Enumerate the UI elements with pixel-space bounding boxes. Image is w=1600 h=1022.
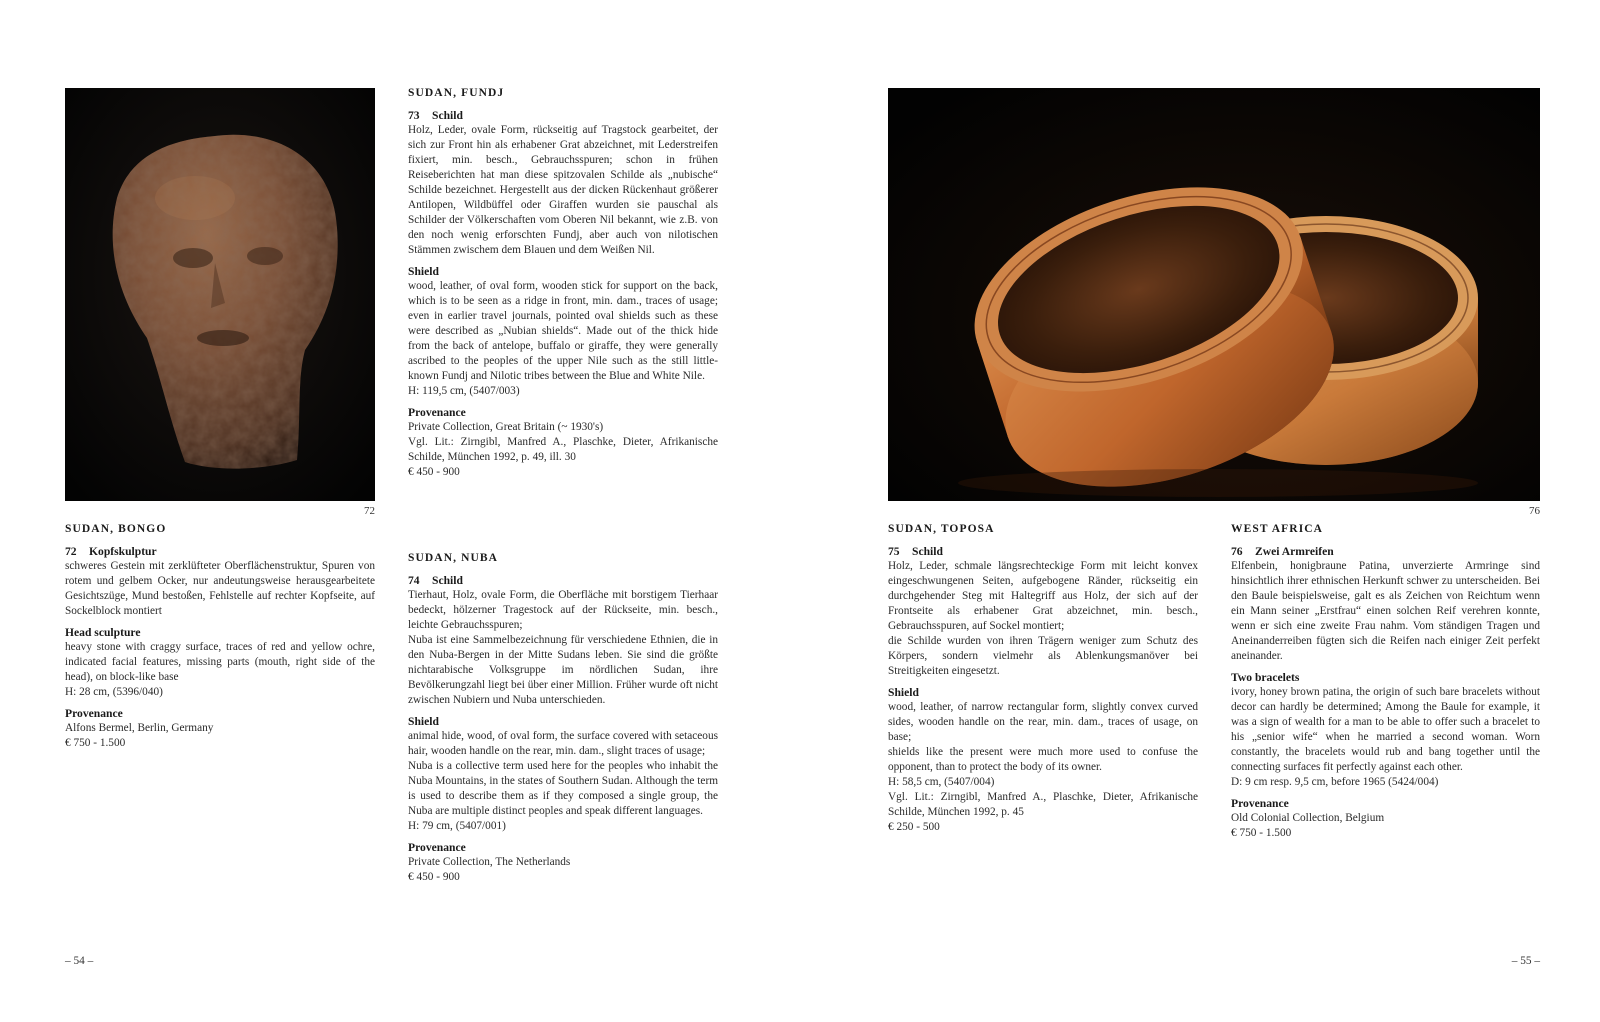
provenance: Alfons Bermel, Berlin, Germany [65,722,214,734]
provenance: Old Colonial Collection, Belgium [1231,812,1385,824]
provenance-label: Provenance [408,841,466,854]
description-de: Elfenbein, honigbraune Patina, unverzierte Armringe sind hinsichtlich ihrer ethnischen Herkunft schwer zu unterscheiden. Bei den Baule beispielsweise, galt es als Zeichen von Reichtum wenn ein Mann seiner „Erstfrau“ einen solchen Reif verehren konnte, wenn er sich eine zweite Frau nahm. Vom ständigen Tragen und Aneinanderreiben fügten sich die Reifen nach einiger Zeit perfekt aneinander. [1231,560,1540,662]
lot-title-de [408,108,718,123]
lot-title-text: Schild [432,109,463,122]
lot-title-de [408,573,718,588]
description-de-2: Nuba ist eine Sammelbezeichnung für verschiedene Ethnien, die in den Nuba-Bergen in der Mitte Sudans leben. Sie sind die größte nichtarabische Volksgruppe im nördlichen Sudan, ihre Bevölkerungzahl liegt bei über einer Million. Früher wurde oft nicht zwischen Nubiern und Nuba unterschieden. [408,634,718,706]
literature: Vgl. Lit.: Zirngibl, Manfred A., Plaschke, Dieter, Afrikanische Schilde, München 1992, p. 49, ill. 30 [408,436,718,463]
bracelets-image [888,88,1540,501]
literature: Vgl. Lit.: Zirngibl, Manfred A., Plaschke, Dieter, Afrikanische Schilde, München 1992, p. 45 [888,791,1198,818]
lot-title-de [1231,544,1540,559]
section-heading: SUDAN, FUNDJ [408,87,505,99]
description-en: wood, leather, of oval form, wooden stick for support on the back, which is to be seen as a ridge in front, min. dam., traces of usage; even in earlier travel journals, pointed oval shields such as these were described as „Nubian shields“. Made out of the thick hide from the back of antelope, buffalo or giraffe, they were generally ascribed to the peoples of the upper Nile such as the still little-known Fundj and Nilotic tribes between the Blue and White Nile. [408,280,718,382]
lot-number: 76 [1231,545,1243,558]
page-number-right: – 55 – [1511,955,1540,967]
bracelets-photo [888,88,1540,501]
lot-76-entry [1231,522,1540,841]
lot-number: 74 [408,574,420,587]
description-de-1: Tierhaut, Holz, ovale Form, die Oberfläche mit borstigem Tierhaar bedeckt, hölzerner Tragestock auf der Rückseite, min. besch., leichte Gebrauchsspuren; [408,589,718,631]
description-en-1: wood, leather, of narrow rectangular form, slightly convex curved sides, wooden handle on the rear, min. dam., traces of usage, on base; [888,701,1198,743]
price-estimate: € 750 - 1.500 [65,737,126,749]
description-de-1: Holz, Leder, schmale längsrechteckige Form mit leicht konvex eingeschwungenen Seiten, aufgebogene Ränder, rückseitig ein durchgehender Steg mit Haltegriff aus Holz, der sich auf der Frontseite als erhabener Grat abzeichnet, min. besch., Gebrauchsspuren, auf Sockel montiert; [888,560,1198,632]
provenance-label: Provenance [65,707,123,720]
description-de: Holz, Leder, ovale Form, rückseitig auf Tragstock gearbeitet, der sich zur Front hin als erhabener Grat abzeichnet, mit Lederstreifen fixiert, min. besch., Gebrauchsspuren; schon in frühen Reiseberichten hat man diese spitzovalen Schilde als „nubische“ Schilde bezeichnet. Hergestellt aus der dicken Rückenhaut größerer Antilopen, Wildbüffel oder Giraffen wurden sie pauschal als Schilder der Völkerschaften vom Oberen Nil bekannt, wie z.B. von den noch wenig erforschten Fundj, aber auch von nilotischen Stämmen zwischem dem Blauen und dem Weißen Nil. [408,124,718,256]
lot-title-en: Shield [408,715,439,728]
figure-number-72: 72 [364,505,375,517]
lot-title-text: Zwei Armreifen [1255,545,1334,558]
section-heading: SUDAN, BONGO [65,523,167,535]
head-sculpture-image [65,88,375,501]
description-en-2: Nuba is a collective term used here for the peoples who inhabit the Nuba Mountains, in the states of Southern Sudan. Although the term is used to describe them as if they composed a single group, the Nuba are multiple distinct peoples and speak different languages. [408,760,718,817]
section-heading: WEST AFRICA [1231,523,1324,535]
lot-number: 72 [65,545,77,558]
price-estimate: € 450 - 900 [408,466,460,478]
head-sculpture-photo [65,88,375,501]
provenance-label: Provenance [1231,797,1289,810]
section-heading: SUDAN, NUBA [408,552,499,564]
lot-75-entry [888,522,1198,835]
price-estimate: € 450 - 900 [408,871,460,883]
lot-title-en: Shield [408,265,439,278]
description-de-2: die Schilde wurden von ihren Trägern weniger zum Schutz des Körpers, sondern vielmehr als Ablenkungsmanöver bei Streitigkeiten eingesetzt. [888,635,1198,677]
lot-74-entry [408,551,718,885]
figure-number-76: 76 [1529,505,1540,517]
provenance-label: Provenance [408,406,466,419]
dimensions: H: 119,5 cm, (5407/003) [408,385,520,397]
lot-title-en: Head sculpture [65,626,141,639]
price-estimate: € 250 - 500 [888,821,940,833]
lot-72-entry [65,522,375,751]
lot-title-text: Schild [912,545,943,558]
lot-title-text: Kopfskulptur [89,545,157,558]
dimensions: D: 9 cm resp. 9,5 cm, before 1965 (5424/004) [1231,776,1439,788]
lot-73-entry [408,86,718,480]
description-en: ivory, honey brown patina, the origin of such bare bracelets without decor can hardly be determined; Among the Baule for example, it was a sign of wealth for a man to be able to offer such a bracelet to his „senior wife“ when he married a second woman. Worn constantly, the bracelets would rub and bang together until the connecting surfaces fit perfectly against each other. [1231,686,1540,773]
price-estimate: € 750 - 1.500 [1231,827,1292,839]
dimensions: H: 28 cm, (5396/040) [65,686,163,698]
description-en-2: shields like the present were much more used to confuse the opponent, than to protect the body of its owner. [888,746,1198,773]
provenance: Private Collection, The Netherlands [408,856,571,868]
page-number-left: – 54 – [65,955,94,967]
description-de: schweres Gestein mit zerklüfteter Oberflächenstruktur, Spuren von rotem und gelbem Ocker, nur andeutungsweise herausgearbeitete Gesichtszüge, Mund bestoßen, Fehlstelle auf rechter Kopfseite, auf Sockelblock montiert [65,560,375,617]
lot-title-de [888,544,1198,559]
dimensions: H: 58,5 cm, (5407/004) [888,776,995,788]
lot-number: 75 [888,545,900,558]
lot-title-text: Schild [432,574,463,587]
provenance: Private Collection, Great Britain (~ 1930's) [408,421,604,433]
lot-title-en: Shield [888,686,919,699]
section-heading: SUDAN, TOPOSA [888,523,995,535]
description-en-1: animal hide, wood, of oval form, the surface covered with setaceous hair, wooden handle on the rear, min. dam., slight traces of usage; [408,730,718,757]
lot-title-en: Two bracelets [1231,671,1300,684]
lot-title-de [65,544,375,559]
dimensions: H: 79 cm, (5407/001) [408,820,506,832]
description-en: heavy stone with craggy surface, traces of red and yellow ochre, indicated facial features, missing parts (mouth, right side of the head), on block-like base [65,641,375,683]
lot-number: 73 [408,109,420,122]
